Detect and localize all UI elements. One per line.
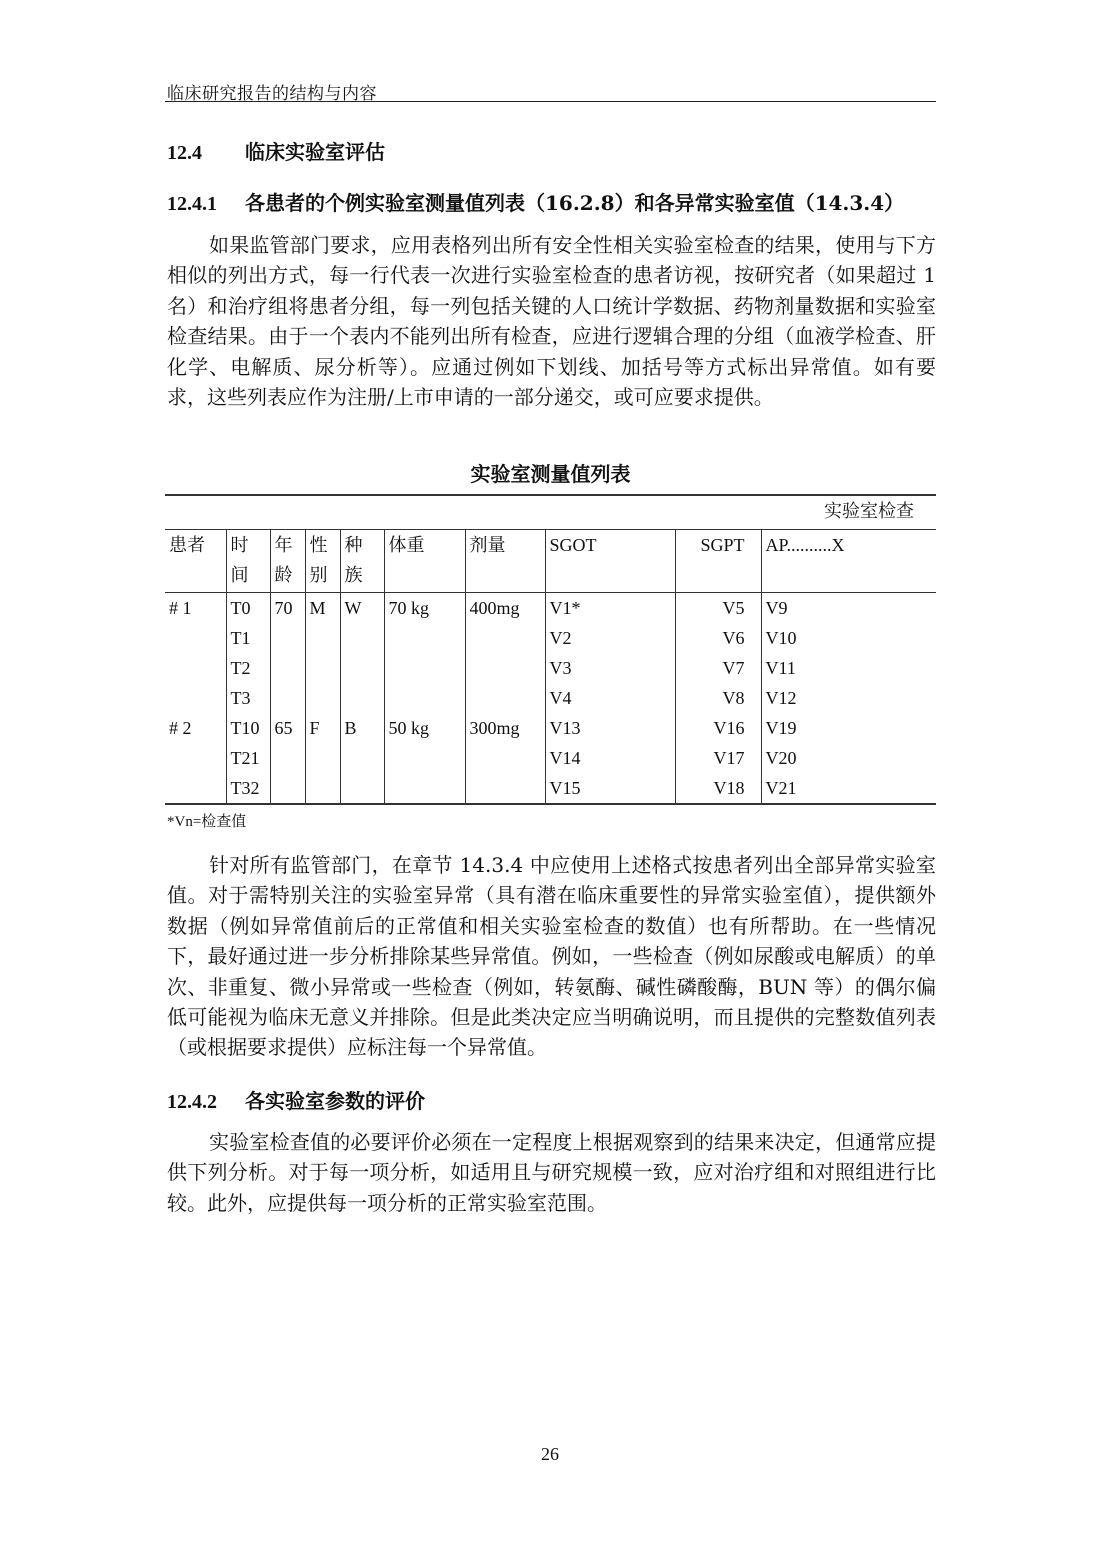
table-cell [465, 683, 545, 713]
column-header: SGOT [545, 530, 675, 593]
table-cell: V2 [545, 623, 675, 653]
section-title: 临床实验室评估 [245, 140, 385, 164]
table-cell [340, 773, 384, 804]
table-cell [165, 773, 226, 804]
table-row [165, 713, 936, 743]
table-cell: V17 [675, 743, 761, 773]
column-header: 种族 [340, 530, 384, 593]
table-cell [305, 743, 340, 773]
table-cell [384, 773, 465, 804]
table-cell: 65 [270, 713, 305, 743]
running-header: 临床研究报告的结构与内容 [167, 84, 377, 104]
table-cell: V18 [675, 773, 761, 804]
table-cell [305, 773, 340, 804]
column-header: 性别 [305, 530, 340, 593]
paragraph-parameter-evaluation: 实验室检查值的必要评价必须在一定程度上根据观察到的结果来决定，但通常应提供下列分析。对于每一项分析，如适用且与研究规模一致，应对治疗组和对照组进行比较。此外，应提供每一项分析的正常实验室范围。 [167, 1130, 936, 1215]
table-cell [165, 743, 226, 773]
table-row [165, 653, 936, 683]
table-cell: V3 [545, 653, 675, 683]
header-rule [165, 101, 936, 102]
table-cell: 50 kg [384, 713, 465, 743]
column-header: SGPT [675, 530, 761, 593]
section-heading [167, 136, 385, 165]
table-cell: V4 [545, 683, 675, 713]
table-body [165, 593, 936, 805]
table-header-row [165, 530, 936, 593]
table-cell: V7 [675, 653, 761, 683]
column-header: 时间 [226, 530, 270, 593]
table-footnote: *Vn=检查值 [167, 814, 247, 830]
subsection-number-2: 12.4.2 [167, 1091, 217, 1113]
table-cell [465, 653, 545, 683]
column-header: 年龄 [270, 530, 305, 593]
table-row [165, 623, 936, 653]
table-cell: T10 [226, 713, 270, 743]
table-cell: V20 [761, 743, 936, 773]
page-number: 26 [541, 1444, 559, 1464]
subsection-title-2: 各实验室参数的评价 [245, 1089, 425, 1113]
column-header: 体重 [384, 530, 465, 593]
table-cell: V16 [675, 713, 761, 743]
table-cell [305, 683, 340, 713]
table-cell: T0 [226, 593, 270, 624]
table-row [165, 743, 936, 773]
table-cell: V9 [761, 593, 936, 624]
table-cell [305, 623, 340, 653]
table-cell [270, 653, 305, 683]
table-cell: T32 [226, 773, 270, 804]
table-cell: V10 [761, 623, 936, 653]
subsection-title-1: 各患者的个例实验室测量值列表（16.2.8）和各异常实验室值（14.3.4） [245, 191, 905, 215]
column-header: AP..........X [761, 530, 936, 593]
table-cell: V19 [761, 713, 936, 743]
table-cell [384, 743, 465, 773]
table-cell [270, 773, 305, 804]
paragraph-listing-requirements: 如果监管部门要求，应用表格列出所有安全性相关实验室检查的结果，使用与下方相似的列出方式，每一行代表一次进行实验室检查的患者访视，按研究者（如果超过 1 名）和治疗组将患者分组，每一列包括关键的人口统计学数据、药物剂量数据和实验室检查结果。由于一个表内不能列出所有检查，应进行逻辑合理的分组（血液学检查、肝化学、电解质、尿分析等）。应通过例如下划线、加括号等方式标出异常值。如有要求，这些列表应作为注册/上市申请的一部分递交，或可应要求提供。 [167, 233, 936, 410]
table-cell: 70 [270, 593, 305, 624]
table-cell: T2 [226, 653, 270, 683]
table-row [165, 593, 936, 624]
table-cell: 300mg [465, 713, 545, 743]
table-cell [340, 623, 384, 653]
table-cell: V8 [675, 683, 761, 713]
section-number: 12.4 [167, 142, 202, 164]
table-cell: T3 [226, 683, 270, 713]
column-header: 剂量 [465, 530, 545, 593]
table-cell [384, 623, 465, 653]
table-cell: V13 [545, 713, 675, 743]
table-cell: B [340, 713, 384, 743]
lab-measurements-table [165, 494, 936, 805]
table-cell: V6 [675, 623, 761, 653]
table-row [165, 773, 936, 804]
table-cell: V12 [761, 683, 936, 713]
table-cell [165, 683, 226, 713]
table-row [165, 683, 936, 713]
subsection-heading-1 [167, 187, 904, 216]
paragraph-abnormal-values: 针对所有监管部门，在章节 14.3.4 中应使用上述格式按患者列出全部异常实验室值。对于需特别关注的实验室异常（具有潜在临床重要性的异常实验室值），提供额外数据（例如异常值前后的正常值和相关实验室检查的数值）也有所帮助。在一些情况下，最好通过进一步分析排除某些异常值。例如，一些检查（例如尿酸或电解质）的单次、非重复、微小异常或一些检查（例如，转氨酶、碱性磷酸酶，BUN 等）的偶尔偏低可能视为临床无意义并排除。但是此类决定应当明确说明，而且提供的完整数值列表（或根据要求提供）应标注每一个异常值。 [167, 853, 936, 1060]
group-header-lab-tests: 实验室检查 [165, 495, 936, 530]
subsection-heading-2 [167, 1085, 425, 1114]
table-cell: M [305, 593, 340, 624]
table-cell [165, 623, 226, 653]
table-cell: T1 [226, 623, 270, 653]
table-cell: 400mg [465, 593, 545, 624]
table-cell [340, 653, 384, 683]
table-caption: 实验室测量值列表 [470, 462, 631, 486]
table-cell: V21 [761, 773, 936, 804]
table-cell: # 1 [169, 598, 192, 618]
table-cell [384, 653, 465, 683]
column-header: 患者 [165, 530, 226, 593]
table-cell [465, 743, 545, 773]
table-cell [270, 683, 305, 713]
table-cell: 70 kg [384, 593, 465, 624]
table-cell: V14 [545, 743, 675, 773]
table-cell: V5 [675, 593, 761, 624]
table-cell: W [340, 593, 384, 624]
table-cell [465, 773, 545, 804]
table-cell [340, 683, 384, 713]
table-cell: V15 [545, 773, 675, 804]
table-cell: T21 [226, 743, 270, 773]
table-cell: # 2 [169, 718, 192, 738]
table-cell [305, 653, 340, 683]
table-cell: V11 [761, 653, 936, 683]
table-cell [270, 623, 305, 653]
table-cell: V1* [545, 593, 675, 624]
table-cell [340, 743, 384, 773]
table-group-header-row [165, 495, 936, 530]
table-cell [270, 743, 305, 773]
table-cell [465, 623, 545, 653]
table-cell: F [305, 713, 340, 743]
table-cell [384, 683, 465, 713]
table-cell [165, 653, 226, 683]
subsection-number-1: 12.4.1 [167, 193, 217, 215]
